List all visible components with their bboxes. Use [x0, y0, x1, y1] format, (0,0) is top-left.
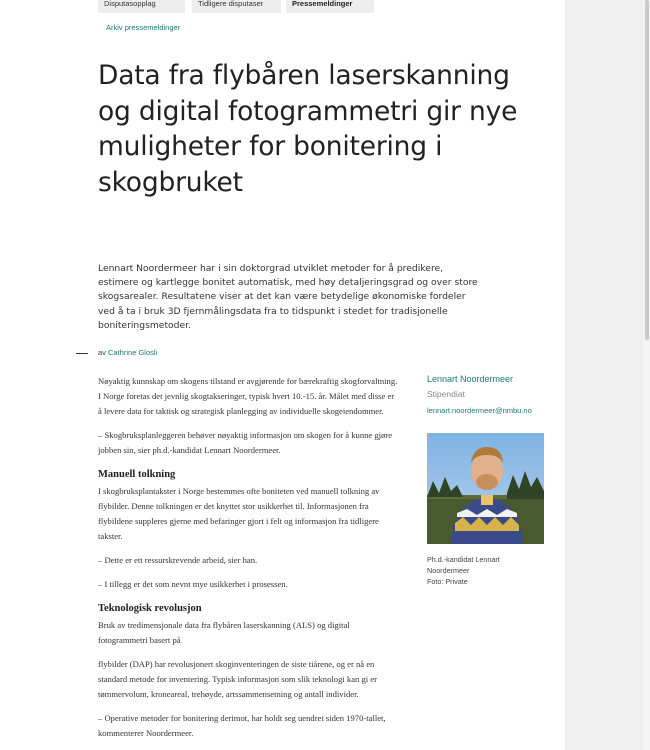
photo-caption: [427, 554, 542, 587]
section-heading: Teknologisk revolusjon: [98, 603, 202, 614]
author-role: Stipendiat: [427, 389, 465, 399]
tab-tidligere-disputaser[interactable]: Tidligere disputaser: [192, 0, 281, 13]
archive-link[interactable]: Arkiv pressemeldinger: [106, 23, 181, 32]
paragraph: – Skogbruksplanleggeren behøver nøyaktig informasjon om skogen for å kunne gjøre jobben sin, sier ph.d.-kandidat Lennart Noordermeer.: [98, 430, 393, 455]
article-body: [98, 374, 398, 750]
paragraph: Bruk av tredimensjonale data fra flybåren laserskanning (ALS) og digital fotogrammetri basert på: [98, 620, 350, 645]
tab-disputasopplag[interactable]: Disputasopplag: [98, 0, 185, 13]
tab-pressemeldinger[interactable]: Pressemeldinger: [286, 0, 374, 13]
paragraph: – Operative metoder for bonitering derimot, har holdt seg uendret siden 1970-tallet, kommenterer Noordermeer.: [98, 713, 386, 738]
scrollbar-thumb[interactable]: [645, 0, 649, 340]
paragraph: – Dette er ett ressurskrevende arbeid, sier han.: [98, 555, 258, 565]
paragraph: – I tillegg er det som nevnt mye usikkerhet i prosessen.: [98, 579, 288, 589]
byline-author-link[interactable]: Cathrine Glosli: [108, 348, 158, 357]
caption-line: Noordermeer: [427, 566, 470, 575]
article-lead: Lennart Noordermeer har i sin doktorgrad utviklet metoder for å predikere, estimere og kartlegge bonitet automatisk, med høy detaljeringsgrad og over store skogsarealer. Resultatene viser at det kan være betydelige økonomiske fordeler ved å ta i bruk 3D fjernmålingsdata fra to tidspunkt i stedet for tradisjonelle boniteringsmetoder.: [98, 263, 478, 331]
byline-prefix: av: [98, 348, 106, 357]
section-heading: Manuell tolkning: [98, 469, 176, 480]
author-photo: [427, 433, 544, 544]
portrait-image: [427, 433, 544, 544]
author-name[interactable]: Lennart Noordermeer: [427, 374, 514, 384]
article-title: Data fra flybåren laserskanning og digital fotogrammetri gir nye muligheter for bonitering i skogbruket: [98, 60, 518, 198]
caption-line: Ph.d.-kandidat Lennart: [427, 555, 500, 564]
caption-credit: Foto: Private: [427, 577, 468, 586]
paragraph: Nøyaktig kunnskap om skogens tilstand er avgjørende for bærekraftig skogforvaltning. I Norge foretas det jevnlig skogtakseringer, typisk hvert 10.-15. år. Målet med disse er å levere data for taktisk og strategisk planlegging av individuelle skogeiendommer.: [98, 376, 398, 416]
right-gutter: [565, 0, 650, 750]
paragraph: I skogbruksplantakster i Norge bestemmes ofte boniteten ved manuell tolkning av flybilder. Denne tolkningen er det knyttet stor usikkerhet til. Informasjonen fra flybildene suppleres gjerne med befaringer gjort i felt og informasjon fra tidligere takster.: [98, 486, 380, 541]
author-email-link[interactable]: lennart.noordermeer@nmbu.no: [427, 406, 532, 415]
paragraph: flybilder (DAP) har revolusjonert skoginventeringen de siste tiårene, og er nå en standard metode for inventering. Typisk informasjon som slik teknologi kan gi er tømmervolum, kroneareal, trehøyde, artssammensetning og antall individer.: [98, 659, 377, 699]
byline: [76, 348, 157, 357]
byline-dash: [76, 353, 88, 354]
